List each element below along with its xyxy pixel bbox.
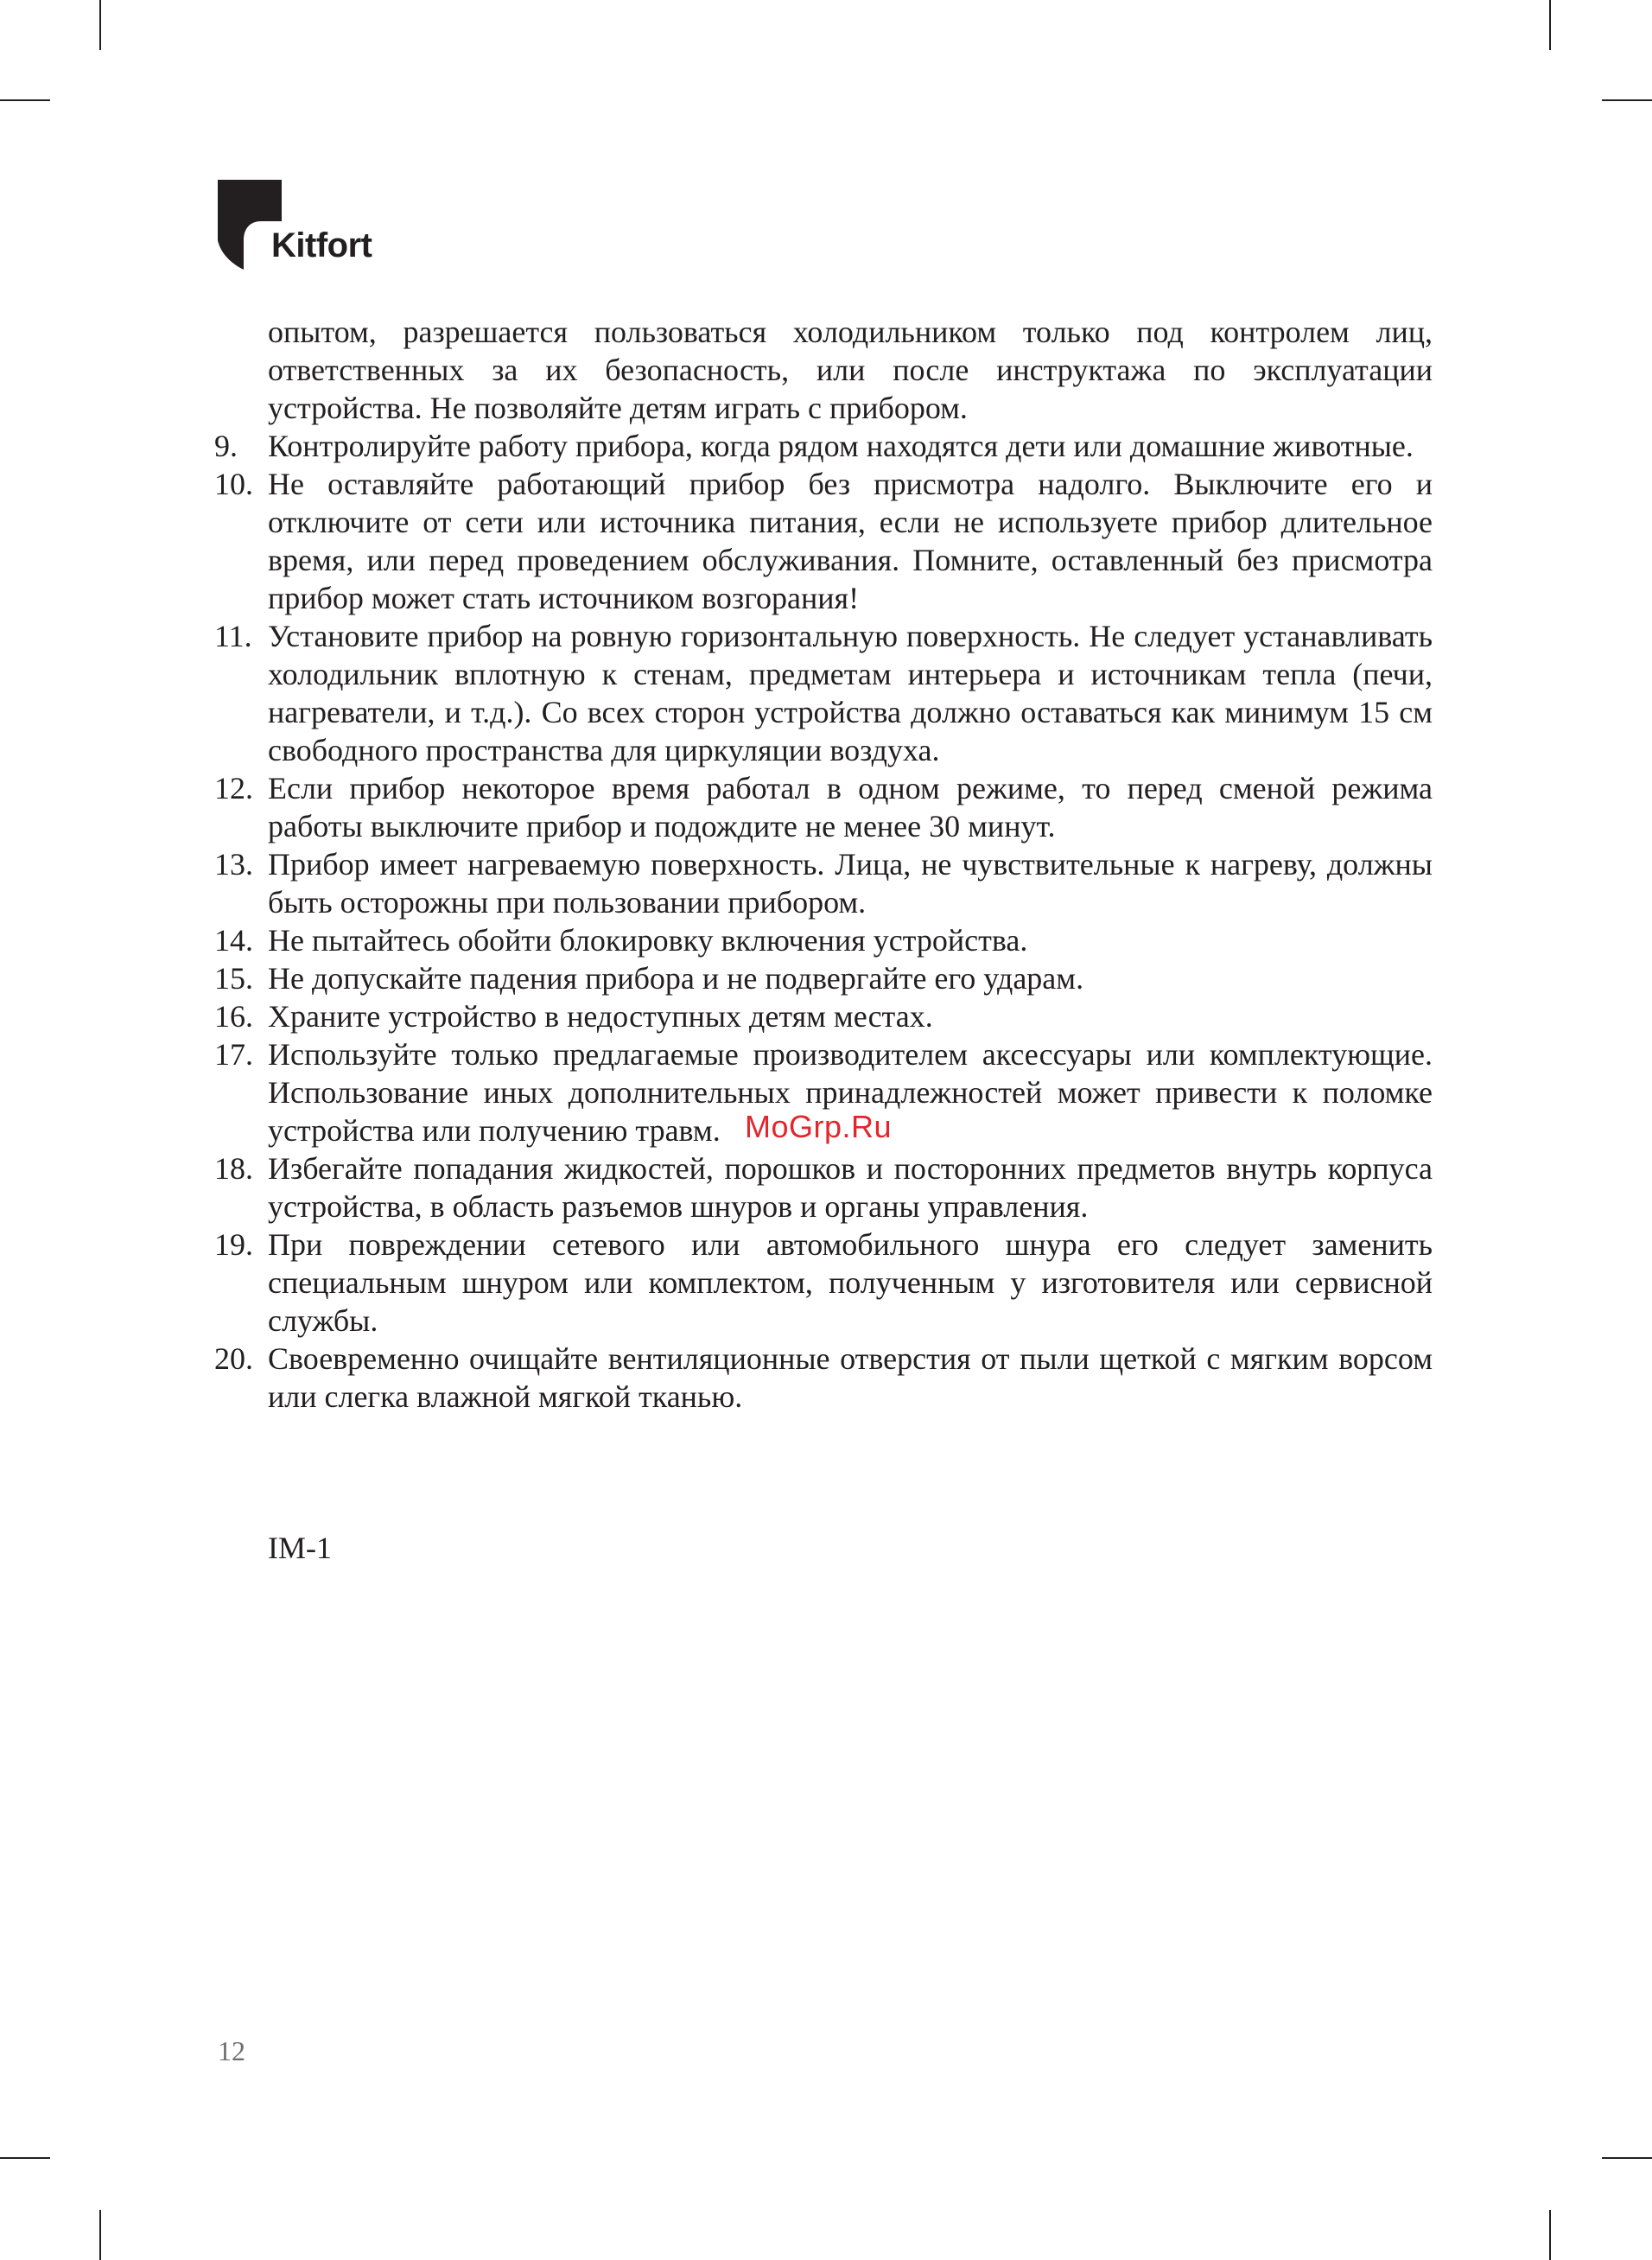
- list-item: [214, 465, 1433, 617]
- list-item: [214, 1149, 1433, 1225]
- crop-mark: [1549, 0, 1551, 50]
- crop-mark: [0, 99, 50, 101]
- item-number: 15.: [214, 961, 253, 996]
- page-number: 12: [218, 2035, 245, 2066]
- item-number: 19.: [214, 1227, 253, 1262]
- list-item: [214, 617, 1433, 769]
- crop-mark: [0, 2157, 50, 2159]
- item-text: Если прибор некоторое время работал в одном режиме, то перед сменой режима работы выключите прибор и подождите не менее 30 минут.: [268, 771, 1433, 844]
- item-text: Установите прибор на ровную горизонтальную поверхность. Не следует устанавливать холодильник вплотную к стенам, предметам интерьера и источникам тепла (печи, нагреватели, и т.д.). Со всех сторон устройства должно оставаться как минимум 15 см свободного пространства для циркуляции воздуха.: [268, 619, 1433, 767]
- item-text: При повреждении сетевого или автомобильного шнура его следует заменить специальным шнуром или комплектом, полученным у изготовителя или сервисной службы.: [268, 1227, 1433, 1338]
- list-item: [214, 845, 1433, 921]
- item-number: 11.: [214, 619, 252, 653]
- list-item: [214, 921, 1433, 959]
- crop-mark: [99, 0, 101, 50]
- list-item: [214, 1340, 1433, 1416]
- list-item: [214, 1225, 1433, 1340]
- crop-mark: [99, 2210, 101, 2260]
- crop-mark: [1602, 99, 1652, 101]
- item-text: Не допускайте падения прибора и не подвергайте его ударам.: [268, 961, 1084, 996]
- item-number: 9.: [214, 429, 238, 463]
- list-item: [214, 959, 1433, 997]
- watermark: MoGrp.Ru: [745, 1109, 893, 1144]
- item-number: 18.: [214, 1151, 253, 1186]
- kitfort-logo: [218, 180, 399, 275]
- crop-mark: [1602, 2157, 1652, 2159]
- item-text: Не оставляйте работающий прибор без присмотра надолго. Выключите его и отключите от сети или источника питания, если не используете прибор длительное время, или перед проведением обслуживания. Помните, оставленный без присмотра прибор может стать источником возгорания!: [268, 467, 1433, 615]
- item-number: 12.: [214, 771, 253, 805]
- item-number: 16.: [214, 999, 253, 1034]
- list-item: [214, 769, 1433, 845]
- item-number: 10.: [214, 467, 253, 501]
- item-text: Не пытайтесь обойти блокировку включения устройства.: [268, 923, 1028, 958]
- item-number: 20.: [214, 1341, 253, 1376]
- model-code: IM-1: [268, 1531, 332, 1565]
- item-text: Контролируйте работу прибора, когда рядом находятся дети или домашние животные.: [268, 429, 1414, 463]
- item-text: Храните устройство в недоступных детям местах.: [268, 999, 933, 1034]
- item-number: 14.: [214, 923, 253, 958]
- item-text: Избегайте попадания жидкостей, порошков и посторонних предметов внутрь корпуса устройства, в область разъемов шнуров и органы управления.: [268, 1151, 1433, 1224]
- brand-name: Kitfort: [271, 226, 372, 264]
- item-text: Своевременно очищайте вентиляционные отверстия от пыли щеткой с мягким ворсом или слегка влажной мягкой тканью.: [268, 1341, 1433, 1414]
- continuation-paragraph: опытом, разрешается пользоваться холодильником только под контролем лиц, ответственных за их безопасность, или после инструктажа по эксплуатации устройства. Не позволяйте детям играть с прибором.: [268, 315, 1433, 425]
- item-text: Используйте только предлагаемые производителем аксессуары или комплектующие. Использование иных дополнительных принадлежностей может привести к поломке устройства или получению травм.: [268, 1037, 1433, 1148]
- list-item: [214, 997, 1433, 1035]
- crop-mark: [1549, 2210, 1551, 2260]
- item-text: Прибор имеет нагреваемую поверхность. Лица, не чувствительные к нагреву, должны быть осторожны при пользовании прибором.: [268, 847, 1433, 920]
- instructions-text: [214, 313, 1433, 1416]
- item-number: 17.: [214, 1037, 253, 1072]
- list-item: [214, 427, 1433, 465]
- item-number: 13.: [214, 847, 253, 882]
